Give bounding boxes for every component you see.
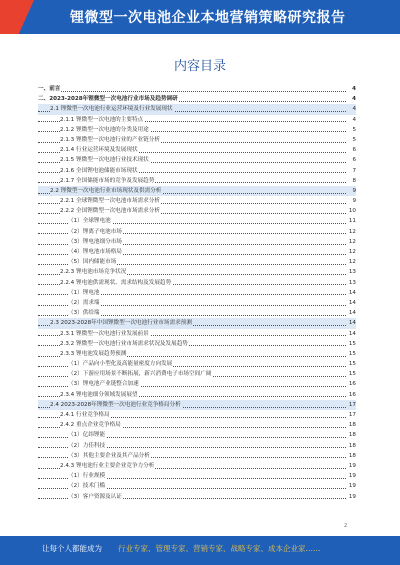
toc-entry[interactable] <box>38 145 356 155</box>
toc-entry-page: 13 <box>348 267 356 277</box>
toc-entry-page: 13 <box>348 278 356 288</box>
toc-entry-label: 一、前言 <box>38 86 61 92</box>
toc-entry-page: 18 <box>348 441 356 451</box>
toc-entry[interactable] <box>38 471 356 481</box>
toc-entry[interactable] <box>38 390 356 400</box>
toc-entry-label: （2）技术门槛 <box>68 483 106 490</box>
toc-entry-page: 15 <box>348 339 356 349</box>
toc-entry-label: 2.4.3 锂电池行业主要企业竞争力分析 <box>60 462 155 469</box>
footer-slogan: 让每个人都能成为 <box>42 544 102 553</box>
toc-entry-page: 19 <box>348 461 356 471</box>
toc-entry[interactable] <box>38 451 356 461</box>
table-of-contents <box>38 84 356 502</box>
header-bar <box>0 0 400 34</box>
toc-entry-page: 5 <box>351 125 356 135</box>
toc-entry[interactable] <box>38 461 356 471</box>
toc-entry-page: 6 <box>351 155 356 165</box>
toc-entry[interactable] <box>38 329 356 339</box>
toc-entry-label: 2.1.5 锂微型一次电池行业技术现状 <box>60 157 149 164</box>
toc-entry-label: （3）锂电池产业链整合加速 <box>68 381 139 388</box>
toc-entry-label: 2.2.3 锂电池市场竞争状况 <box>60 269 127 276</box>
toc-entry-label: 2.2.4 锂电池供需现状、需求结构及发展趋势 <box>60 279 172 286</box>
toc-entry-label: （1）产品向小型化及高能量密度方向发展 <box>68 361 173 368</box>
report-title: 锂微型一次电池企业本地营销策略研究报告 <box>70 10 346 26</box>
footer-tags: 行业专家、管理专家、营销专家、战略专家、成本企业家…… <box>118 544 321 553</box>
toc-entry-page: 5 <box>351 135 356 145</box>
toc-entry[interactable] <box>38 237 356 247</box>
toc-entry-label: 2.1.6 全国锂电池储能市场现状 <box>60 167 138 174</box>
toc-entry-page: 18 <box>348 430 356 440</box>
toc-entry-page: 12 <box>348 257 356 267</box>
toc-entry-page: 12 <box>348 247 356 257</box>
toc-entry-label: 2.1.3 锂微型一次电池行业的产业链分析 <box>60 136 160 143</box>
toc-entry-page: 9 <box>351 196 356 206</box>
toc-entry-page: 15 <box>348 369 356 379</box>
toc-entry[interactable] <box>38 155 356 165</box>
toc-entry[interactable] <box>38 267 356 277</box>
toc-entry[interactable] <box>38 298 356 308</box>
toc-entry-label: 2.1.1 锂微型一次电池的主要特点 <box>60 116 144 123</box>
toc-entry-label: 2.2.2 全国锂微型一次电池市场需求分析 <box>60 208 160 215</box>
toc-entry[interactable] <box>38 369 356 379</box>
toc-entry-page: 18 <box>348 451 356 461</box>
toc-entry[interactable] <box>38 410 356 420</box>
toc-entry[interactable] <box>38 492 356 502</box>
toc-entry-page: 17 <box>348 410 356 420</box>
toc-entry[interactable] <box>38 379 356 389</box>
toc-entry[interactable] <box>38 206 356 216</box>
toc-entry-label: （3）客户资源及认证 <box>68 493 122 500</box>
toc-entry-page: 9 <box>351 186 356 196</box>
toc-entry-label: 2.4.1 行业竞争格局 <box>60 412 110 418</box>
toc-entry-page: 12 <box>348 237 356 247</box>
toc-entry[interactable] <box>38 115 356 125</box>
toc-entry[interactable] <box>38 94 356 104</box>
toc-entry[interactable] <box>38 227 356 237</box>
toc-entry-page: 4 <box>351 104 356 114</box>
toc-entry-label: （1）锂电池 <box>68 289 100 296</box>
toc-entry-label: 2.3.4 锂电池细分领域发展展望 <box>60 391 138 398</box>
toc-entry-page: 6 <box>351 145 356 155</box>
toc-entry-label: （1）行业规模 <box>68 473 106 480</box>
toc-entry-page: 15 <box>348 349 356 359</box>
toc-entry[interactable] <box>38 278 356 288</box>
toc-entry[interactable] <box>38 288 356 298</box>
toc-entry-label: （4）锂电池市场格局 <box>68 249 122 255</box>
toc-entry-label: （3）供给端 <box>68 310 100 317</box>
toc-entry[interactable] <box>38 196 356 206</box>
header-accent-corner <box>0 0 34 34</box>
toc-entry[interactable] <box>38 359 356 369</box>
toc-entry[interactable] <box>38 349 356 359</box>
toc-entry-page: 8 <box>351 176 356 186</box>
toc-entry[interactable] <box>38 430 356 440</box>
toc-entry[interactable] <box>38 216 356 226</box>
toc-entry-page: 14 <box>348 329 356 339</box>
toc-entry-label: （3）其他主要企业及其产品分析 <box>68 452 150 459</box>
toc-entry-label: （1）亿纬锂能 <box>68 432 106 439</box>
toc-entry-label: （2）锂离子电池市场 <box>68 228 122 235</box>
toc-entry-label: 2.3.1 锂微型一次电池行业发展前景 <box>60 330 149 337</box>
toc-entry-page: 11 <box>348 216 356 226</box>
toc-entry-label: 2.3 2023-2028年中国锂微型一次电池行业市场需求预测 <box>50 320 192 327</box>
toc-entry[interactable] <box>38 400 356 410</box>
toc-entry-page: 10 <box>348 206 356 216</box>
toc-entry-label: （2）下游应用场景不断拓展，新兴消费电子市场空间广阔 <box>68 371 212 378</box>
toc-entry[interactable] <box>38 186 356 196</box>
toc-entry-label: （2）需求端 <box>68 299 100 306</box>
toc-entry[interactable] <box>38 308 356 318</box>
toc-entry[interactable] <box>38 84 356 94</box>
toc-entry[interactable] <box>38 125 356 135</box>
toc-entry-page: 14 <box>348 298 356 308</box>
toc-entry-label: 2.1.7 全国储能市场的竞争及发展趋势 <box>60 177 155 184</box>
toc-entry-page: 14 <box>348 288 356 298</box>
toc-entry-label: 2.2.1 全球锂微型一次电池市场需求分析 <box>60 198 160 205</box>
toc-entry[interactable] <box>38 176 356 186</box>
toc-entry-page: 19 <box>348 492 356 502</box>
toc-leader-dots <box>38 91 346 92</box>
toc-entry[interactable] <box>38 481 356 491</box>
toc-entry[interactable] <box>38 135 356 145</box>
toc-entry[interactable] <box>38 441 356 451</box>
toc-entry-page: 15 <box>348 359 356 369</box>
toc-entry[interactable] <box>38 247 356 257</box>
toc-entry-label: 2.1 锂微型一次电池行业运营环境及行业发展现状 <box>50 106 173 113</box>
toc-entry[interactable] <box>38 257 356 267</box>
toc-entry-page: 16 <box>348 390 356 400</box>
toc-entry[interactable] <box>38 166 356 176</box>
toc-entry-page: 4 <box>351 94 356 104</box>
toc-entry[interactable] <box>38 318 356 328</box>
toc-entry-label: 2.4.2 重点企业竞争格局 <box>60 422 121 429</box>
toc-entry[interactable] <box>38 420 356 430</box>
toc-entry-label: 2.1.4 行业运营环境及发展现状 <box>60 147 138 154</box>
toc-entry-label: 2.3.3 锂电池发展趋势预测 <box>60 350 127 357</box>
toc-entry-page: 4 <box>351 115 356 125</box>
toc-entry-page: 16 <box>348 379 356 389</box>
toc-entry-page: 14 <box>348 308 356 318</box>
toc-entry-page: 17 <box>348 400 356 410</box>
toc-entry-page: 12 <box>348 227 356 237</box>
toc-entry-label: （1）全球锂电池 <box>68 218 111 225</box>
footer-bar <box>0 536 400 565</box>
toc-entry-label: （3）锂电池细分市场 <box>68 238 122 245</box>
toc-entry-label: 2.3.2 锂微型一次电池行业市场需求状况及发展趋势 <box>60 340 188 347</box>
toc-entry-page: 19 <box>348 481 356 491</box>
toc-entry[interactable] <box>38 104 356 114</box>
toc-heading: 内容目录 <box>173 59 226 74</box>
toc-entry-page: 18 <box>348 420 356 430</box>
toc-entry-page: 7 <box>351 166 356 176</box>
toc-entry-label: 2.4 2023-2028年锂微型一次电池行业竞争格局分析 <box>50 401 181 408</box>
toc-entry-label: （2）力佳科技 <box>68 442 106 449</box>
toc-entry-page: 19 <box>348 471 356 481</box>
toc-entry-label: 2.1.2 锂微型一次电池的分类及用途 <box>60 126 149 133</box>
toc-entry[interactable] <box>38 339 356 349</box>
toc-entry-page: 4 <box>351 84 356 94</box>
toc-entry-label: 2.2 锂微型一次电池行业市场现状及供需分析 <box>50 187 162 194</box>
toc-entry-label: （5）国内储能市场 <box>68 259 117 266</box>
page-number: 2 <box>344 523 348 529</box>
toc-entry-page: 14 <box>348 318 356 328</box>
toc-entry-label: 二、2023-2028年锂微型一次电池行业市场及趋势调研 <box>38 96 178 103</box>
